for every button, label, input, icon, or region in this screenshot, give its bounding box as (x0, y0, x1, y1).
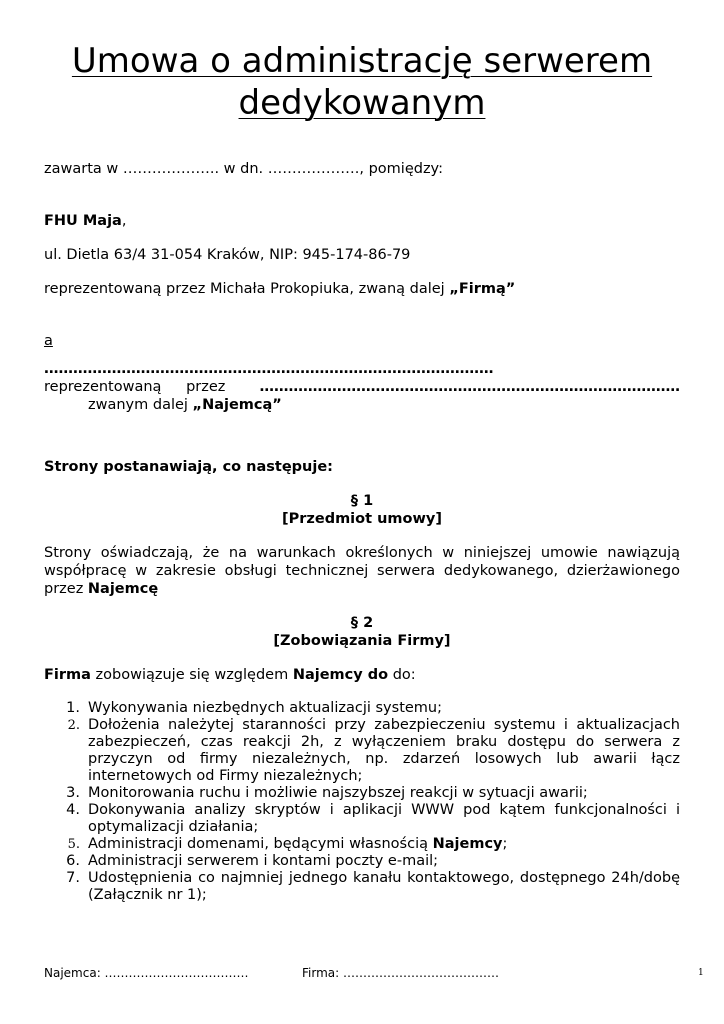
list-item (44, 853, 680, 870)
party2-rep-placeholder: …………………………………………………………………………… (259, 379, 680, 395)
list-item-text: Udostępnienia co najmniej jednego kanału kontaktowego, dostępnego 24h/dobę (Załącznik nr 1); (88, 870, 680, 903)
list-item (44, 785, 680, 802)
list-item-number: 1. (66, 700, 80, 716)
list-item-text: Administracji serwerem i kontami poczty e-mail; (88, 853, 439, 869)
section1-number: § 1 (350, 493, 374, 509)
list-item-number: 5. (67, 837, 80, 852)
party2-representation (44, 378, 680, 396)
party1-representation (44, 280, 680, 298)
party1-name: FHU Maja (44, 213, 122, 229)
page-number: 1 (698, 968, 704, 978)
party2-rep-word2: przez (186, 379, 226, 395)
list-item-text: Monitorowania ruchu i możliwie najszybszej reakcji w sytuacji awarii; (88, 785, 588, 801)
obligations-list (44, 700, 680, 904)
section1-heading: [Przedmiot umowy] (282, 511, 442, 527)
party2-alias-text: zwanym dalej (88, 397, 193, 413)
list-item (44, 717, 680, 785)
section2-lead-mid: zobowiązuje się względem (90, 667, 293, 683)
section2-lead-najemcy: Najemcy do (292, 667, 389, 683)
list-item-number: 7. (66, 870, 80, 886)
list-item (44, 802, 680, 836)
party2-alias: „Najemcą” (192, 397, 282, 413)
list-item-number: 2. (67, 718, 80, 733)
party1-address: ul. Dietla 63/4 31-054 Kraków, NIP: 945-174-86-79 (44, 247, 411, 263)
list-item-text-bold: Najemcy (432, 836, 503, 852)
party1-alias: „Firmą” (449, 281, 516, 297)
list-item (44, 700, 680, 717)
agreement-statement: Strony postanawiają, co następuje: (44, 459, 333, 475)
section1-body-bold: Najemcę (87, 581, 159, 597)
list-item-text: Dołożenia należytej staranności przy zabezpieczeniu systemu i aktualizacjach zabezpieczeń, czas reakcji 2h, z wyłączeniem braku dostępu do serwera z przyczyn od firmy niezależnych, np. zdarzeń losowych lub awarii łącz internetowych od Firmy niezależnych; (88, 717, 680, 784)
section2-lead (44, 666, 680, 684)
document-title: Umowa o administrację serwerem dedykowanym (71, 41, 653, 123)
list-item (44, 836, 680, 853)
party2-rep-word1: reprezentowaną (44, 379, 162, 395)
list-item-text: Dokonywania analizy skryptów i aplikacji WWW pod kątem funkcjonalności i optymalizacji działania; (88, 802, 680, 835)
footer-najemca-signature: Najemca: ……………………………… (44, 966, 249, 980)
list-item-text-main: Administracji domenami, będącymi własnością (88, 836, 433, 852)
section1-body (44, 544, 680, 598)
section2-lead-firma: Firma (44, 667, 91, 683)
section2-lead-end: do: (388, 667, 416, 683)
section1-body-text: Strony oświadczają, że na warunkach określonych w niniejszej umowie nawiązują współpracę w zakresie obsługi technicznej serwera dedykowanego, dzierżawionego przez (44, 545, 680, 597)
list-item-text: Wykonywania niezbędnych aktualizacji systemu; (88, 700, 442, 716)
list-item-number: 3. (66, 785, 80, 801)
conjunction: a (44, 333, 53, 349)
section2-heading: [Zobowiązania Firmy] (273, 633, 451, 649)
party1-name-line (44, 212, 680, 230)
section2-number: § 2 (350, 615, 374, 631)
list-item-text (88, 836, 680, 853)
contract-page (44, 40, 680, 904)
party2-name-placeholder: ………………………………………………………………………………… (44, 361, 494, 377)
list-item-number: 4. (66, 802, 80, 818)
intro-line: zawarta w ……………….. w dn. ………………., pomiędzy: (44, 161, 443, 177)
list-item-text-tail: ; (502, 836, 508, 852)
party1-rep-text: reprezentowaną przez Michała Prokopiuka, zwaną dalej (44, 281, 450, 297)
list-item-number: 6. (66, 853, 80, 869)
party2-alias-line (44, 396, 680, 414)
footer-firma-signature: Firma: ………………………………… (302, 966, 499, 980)
list-item (44, 870, 680, 904)
party1-name-suffix: , (121, 213, 127, 229)
